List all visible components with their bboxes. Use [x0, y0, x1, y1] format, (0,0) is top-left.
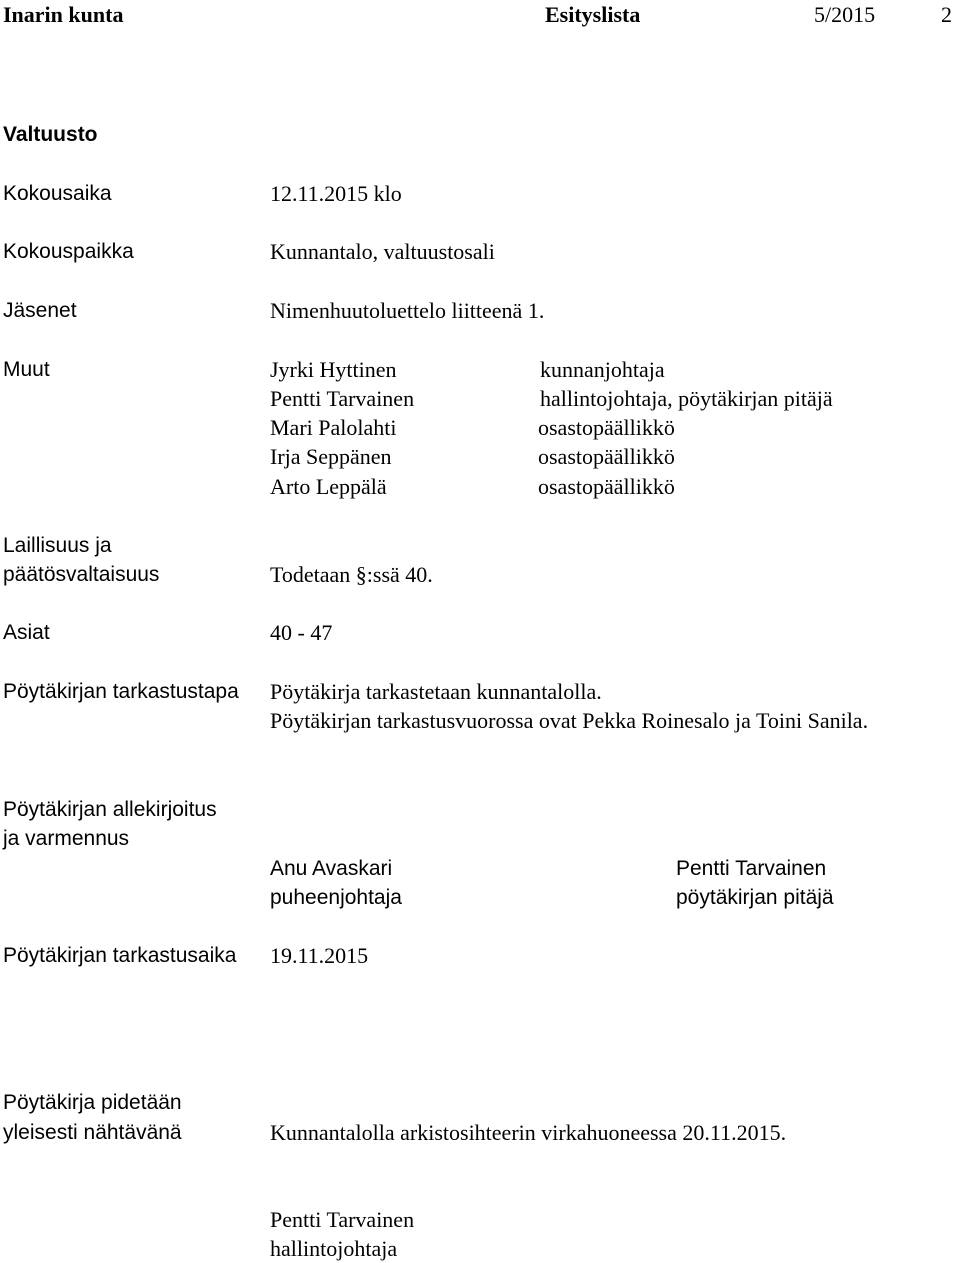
meeting-time-value: 12.11.2015 klo — [270, 181, 402, 206]
footer-signer-title: hallintojohtaja — [270, 1236, 398, 1261]
signer2-name: Pentti Tarvainen — [676, 857, 827, 880]
person-name: Irja Seppänen — [270, 444, 392, 469]
legality-value: Todetaan §:ssä 40. — [270, 562, 433, 587]
footer-signer-name: Pentti Tarvainen — [270, 1207, 415, 1232]
person-role: osastopäällikkö — [538, 415, 675, 440]
signer1-title: puheenjohtaja — [270, 886, 402, 909]
inspection-time-value: 19.11.2015 — [270, 943, 369, 968]
person-name: Pentti Tarvainen — [270, 386, 415, 411]
person-name: Mari Palolahti — [270, 415, 397, 440]
inspection-method-label: Pöytäkirjan tarkastustapa — [3, 680, 239, 703]
signer2-title: pöytäkirjan pitäjä — [676, 886, 834, 909]
person-role: osastopäällikkö — [538, 474, 675, 499]
inspection-method-line2: Pöytäkirjan tarkastusvuorossa ovat Pekka Roinesalo ja Toini Sanila. — [270, 708, 869, 733]
meeting-time-label: Kokousaika — [3, 182, 112, 205]
municipality-name: Inarin kunta — [3, 2, 124, 27]
signatures-label-line2: ja varmennus — [3, 827, 130, 850]
inspection-time-label: Pöytäkirjan tarkastusaika — [3, 944, 237, 967]
page-number: 2 — [941, 2, 952, 27]
document-type: Esityslista — [545, 2, 641, 27]
public-display-label-line2: yleisesti nähtävänä — [3, 1121, 182, 1144]
public-display-label-line1: Pöytäkirja pidetään — [3, 1091, 182, 1114]
meeting-place-value: Kunnantalo, valtuustosali — [270, 239, 495, 264]
signatures-label-line1: Pöytäkirjan allekirjoitus — [3, 798, 217, 821]
signer1-name: Anu Avaskari — [270, 857, 393, 880]
public-display-value: Kunnantalolla arkistosihteerin virkahuoneessa 20.11.2015. — [270, 1120, 787, 1145]
person-role: kunnanjohtaja — [540, 357, 665, 382]
legality-label-line2: päätösvaltaisuus — [3, 563, 160, 586]
document-number: 5/2015 — [814, 2, 876, 27]
meeting-place-label: Kokouspaikka — [3, 240, 134, 263]
members-value: Nimenhuutoluettelo liitteenä 1. — [270, 298, 545, 323]
matters-value: 40 - 47 — [270, 620, 333, 645]
person-name: Arto Leppälä — [270, 474, 387, 499]
person-name: Jyrki Hyttinen — [270, 357, 397, 382]
legality-label-line1: Laillisuus ja — [3, 534, 112, 557]
person-role: osastopäällikkö — [538, 444, 675, 469]
others-label: Muut — [3, 358, 50, 381]
person-role: hallintojohtaja, pöytäkirjan pitäjä — [540, 386, 833, 411]
body-title: Valtuusto — [3, 123, 98, 146]
inspection-method-line1: Pöytäkirja tarkastetaan kunnantalolla. — [270, 679, 602, 704]
matters-label: Asiat — [3, 621, 50, 644]
members-label: Jäsenet — [3, 299, 77, 322]
